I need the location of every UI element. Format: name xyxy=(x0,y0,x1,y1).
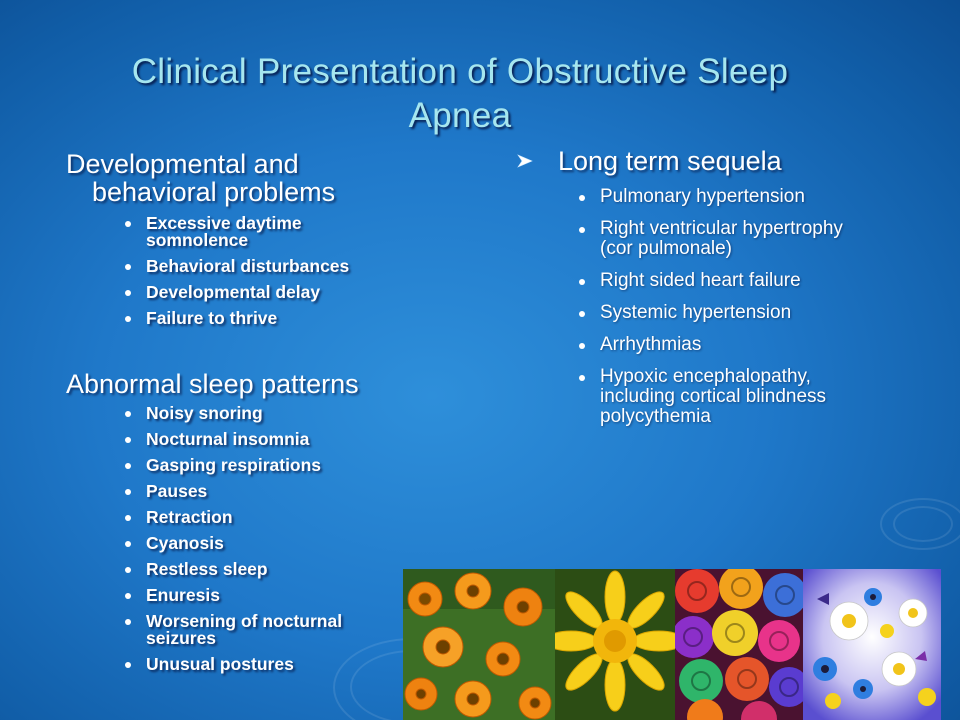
list-item xyxy=(116,613,416,647)
item-text-continued: seizures xyxy=(146,628,217,648)
list-item xyxy=(116,457,416,474)
list-item xyxy=(116,483,416,500)
heading-line-2: behavioral problems xyxy=(92,177,336,207)
list-item xyxy=(570,219,930,259)
item-text: Pulmonary hypertension xyxy=(600,186,805,207)
item-text: Restless sleep xyxy=(146,559,268,579)
sleep-patterns-list xyxy=(116,405,416,673)
item-text: Cyanosis xyxy=(146,533,224,553)
item-text: Enuresis xyxy=(146,585,220,605)
item-text-continued: polycythemia xyxy=(600,406,711,427)
title-line-1: Clinical Presentation of Obstructive Sleep xyxy=(131,52,789,91)
heading-line-1: Developmental and xyxy=(66,149,299,179)
item-text: Unusual postures xyxy=(146,654,294,674)
item-text: Gasping respirations xyxy=(146,455,322,475)
section-heading-developmental xyxy=(66,150,335,206)
item-text: Noisy snoring xyxy=(146,403,263,423)
list-item xyxy=(116,258,416,275)
flower-photo-rainbow-roses xyxy=(675,569,803,720)
list-item xyxy=(116,535,416,552)
item-text: Worsening of nocturnal xyxy=(146,611,343,631)
flower-photo-daisies xyxy=(803,569,941,720)
item-text: Excessive daytime xyxy=(146,213,302,233)
heading-text: Long term sequela xyxy=(558,146,782,176)
item-text-continued: (cor pulmonale) xyxy=(600,238,732,259)
list-item xyxy=(116,310,416,327)
ripple-decoration xyxy=(880,498,960,550)
flower-photo-orange xyxy=(403,569,555,720)
list-item xyxy=(116,587,416,604)
heading-text: Abnormal sleep patterns xyxy=(66,369,359,399)
item-text-continued: including cortical blindness xyxy=(600,386,827,407)
list-item xyxy=(570,367,930,427)
list-item xyxy=(570,303,930,323)
list-item xyxy=(116,215,416,249)
item-text: Failure to thrive xyxy=(146,308,278,328)
item-text: Pauses xyxy=(146,481,208,501)
sequela-list xyxy=(570,187,930,427)
list-item xyxy=(116,284,416,301)
item-text-continued: somnolence xyxy=(146,230,249,250)
item-text: Behavioral disturbances xyxy=(146,256,350,276)
flower-photo-yellow xyxy=(555,569,675,720)
list-item xyxy=(116,405,416,422)
list-item xyxy=(116,509,416,526)
item-text: Systemic hypertension xyxy=(600,302,792,323)
list-item xyxy=(116,656,416,673)
item-text: Right ventricular hypertrophy xyxy=(600,218,843,239)
list-item xyxy=(570,335,930,355)
item-text: Arrhythmias xyxy=(600,334,702,355)
item-text: Developmental delay xyxy=(146,282,321,302)
item-text: Hypoxic encephalopathy, xyxy=(600,366,811,387)
section-heading-sequela xyxy=(558,147,782,175)
list-item xyxy=(570,271,930,291)
slide-title xyxy=(100,50,820,138)
section-heading-sleep-patterns xyxy=(66,370,359,398)
item-text: Right sided heart failure xyxy=(600,270,801,291)
list-item xyxy=(116,431,416,448)
list-item xyxy=(116,561,416,578)
item-text: Nocturnal insomnia xyxy=(146,429,310,449)
arrow-bullet-icon xyxy=(516,153,534,169)
list-item xyxy=(570,187,930,207)
item-text: Retraction xyxy=(146,507,233,527)
title-line-2: Apnea xyxy=(408,96,512,135)
developmental-list xyxy=(116,215,416,327)
